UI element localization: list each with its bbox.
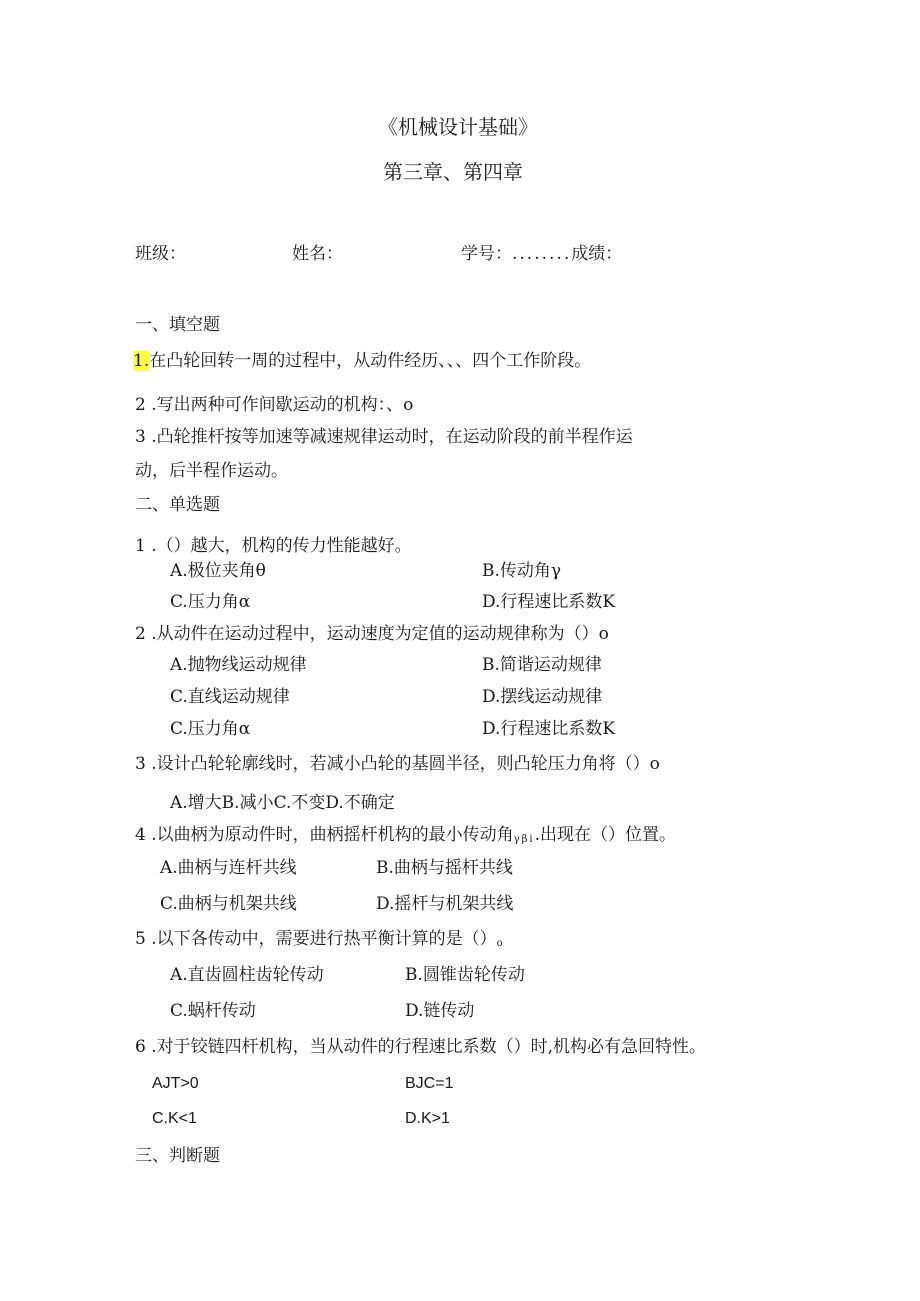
- choice-4-option-d: D.摇杆与机架共线: [376, 894, 514, 914]
- choice-question-2: 2 .从动件在运动过程中，运动速度为定值的运动规律称为（）o: [135, 624, 609, 644]
- choice-2-option-a: A.抛物线运动规律: [170, 655, 307, 675]
- student-id-text: 学号：: [461, 244, 512, 264]
- choice-2-option-e: C.压力角α: [170, 719, 251, 739]
- student-id-dots: ........: [512, 244, 572, 264]
- choice-6-option-c: C.K<1: [152, 1110, 197, 1127]
- choice-6-option-d: D.K>1: [405, 1110, 450, 1127]
- choice-question-5-text: 5 .以下各传动中，需要进行热平衡计算的是（）: [135, 929, 497, 949]
- score-label: 成绩：: [571, 244, 623, 264]
- choice-6-option-a: AJT>0: [152, 1075, 199, 1092]
- choice-question-4-post: .出现在（）位置。: [534, 825, 676, 845]
- student-id-label: [461, 246, 622, 263]
- choice-1-option-c: C.压力角α: [170, 592, 251, 612]
- choice-question-4-pre: 4 .以曲柄为原动件时，曲柄摇杆机构的最小传动角: [135, 825, 514, 845]
- section-true-false-heading: 三、判断题: [135, 1146, 220, 1166]
- section-fill-blank-heading: 一、填空题: [135, 315, 220, 335]
- choice-question-1: 1 .（）越大，机构的传力性能越好。: [135, 536, 412, 556]
- choice-question-5-sub: o: [496, 938, 505, 949]
- question-number-highlight: 1.: [133, 351, 150, 371]
- choice-question-3: 3 .设计凸轮轮廓线时，若减小凸轮的基圆半径，则凸轮压力角将（）o: [135, 754, 660, 774]
- min-transmission-angle-symbol: γβi: [513, 834, 535, 845]
- choice-4-option-b: B.曲柄与摇杆共线: [376, 858, 513, 878]
- choice-4-option-a: A.曲柄与连杆共线: [160, 858, 297, 878]
- choice-5-option-c: C.蜗杆传动: [170, 1001, 256, 1021]
- choice-3-options: A.增大B.减小C.不变D.不确定: [170, 793, 395, 813]
- choice-5-option-a: A.直齿圆柱齿轮传动: [170, 965, 324, 985]
- fill-question-1-text: 在凸轮回转一周的过程中，从动件经历、、、四个工作阶段。: [149, 351, 592, 371]
- choice-2-option-f: D.行程速比系数K: [482, 719, 616, 739]
- choice-2-option-d: D.摆线运动规律: [482, 687, 603, 707]
- chapter-title: 第三章、第四章: [383, 160, 523, 184]
- fill-question-3-line1: 3 .凸轮推杆按等加速等减速规律运动时，在运动阶段的前半程作运: [135, 427, 633, 447]
- choice-question-4: [135, 827, 676, 845]
- choice-question-6: 6 .对于铰链四杆机构，当从动件的行程速比系数（）时,机构必有急回特性。: [135, 1037, 707, 1057]
- choice-1-option-d: D.行程速比系数K: [482, 592, 616, 612]
- choice-2-option-c: C.直线运动规律: [170, 687, 290, 707]
- section-single-choice-heading: 二、单选题: [135, 495, 220, 515]
- book-title: 《机械设计基础》: [378, 115, 538, 139]
- choice-5-option-b: B.圆锥齿轮传动: [405, 965, 525, 985]
- choice-5-option-d: D.链传动: [405, 1001, 475, 1021]
- choice-1-option-b: B.传动角γ: [482, 561, 562, 581]
- class-label: 班级：: [135, 244, 186, 264]
- fill-question-2: 2 .写出两种可作间歇运动的机构：、o: [135, 395, 414, 415]
- choice-question-5: [135, 931, 505, 949]
- name-label: 姓名：: [292, 244, 343, 264]
- fill-question-1: [133, 348, 591, 374]
- choice-6-option-b: BJC=1: [405, 1075, 454, 1092]
- fill-question-3-line2: 动，后半程作运动。: [135, 461, 288, 481]
- choice-2-option-b: B.简谐运动规律: [482, 655, 602, 675]
- choice-1-option-a: A.极位夹角θ: [170, 561, 266, 581]
- choice-4-option-c: C.曲柄与机架共线: [160, 894, 297, 914]
